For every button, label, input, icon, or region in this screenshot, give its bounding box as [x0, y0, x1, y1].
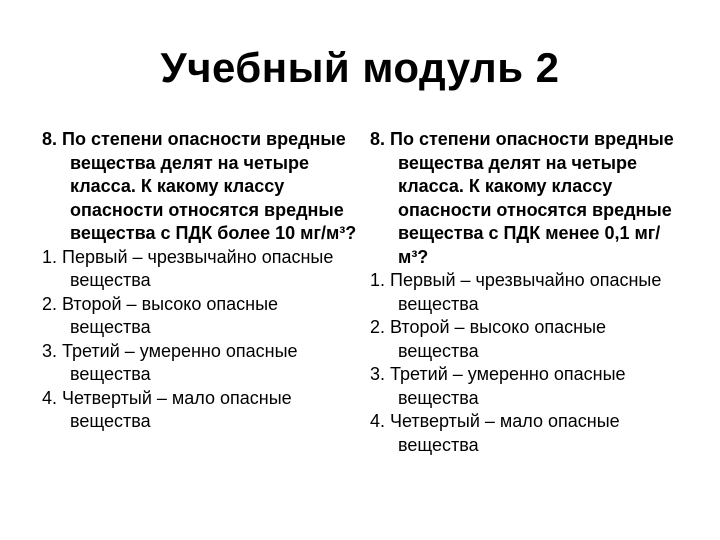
option-3: 3. Третий – умеренно опасные вещества	[42, 340, 298, 384]
left-column	[42, 128, 362, 434]
option-2: 2. Второй – высоко опасные вещества	[370, 317, 607, 361]
option-2: 2. Второй – высоко опасные вещества	[42, 293, 279, 337]
slide-title: Учебный модуль 2	[160, 44, 560, 91]
option-1: 1. Первый – чрезвычайно опасные вещества	[42, 246, 334, 290]
option-4: 4. Четвертый – мало опасные вещества	[370, 411, 620, 455]
option-1: 1. Первый – чрезвычайно опасные вещества	[370, 270, 662, 314]
right-column	[370, 128, 690, 457]
question-text: 8. По степени опасности вредные вещества делят на четыре класса. К какому классу опасности относятся вредные вещества с ПДК более 10 мг/м³?	[42, 129, 357, 243]
option-3: 3. Третий – умеренно опасные вещества	[370, 364, 626, 408]
option-4: 4. Четвертый – мало опасные вещества	[42, 387, 292, 431]
question-text: 8. По степени опасности вредные вещества делят на четыре класса. К какому классу опасности относятся вредные вещества с ПДК менее 0,1 мг/м³?	[370, 129, 674, 267]
